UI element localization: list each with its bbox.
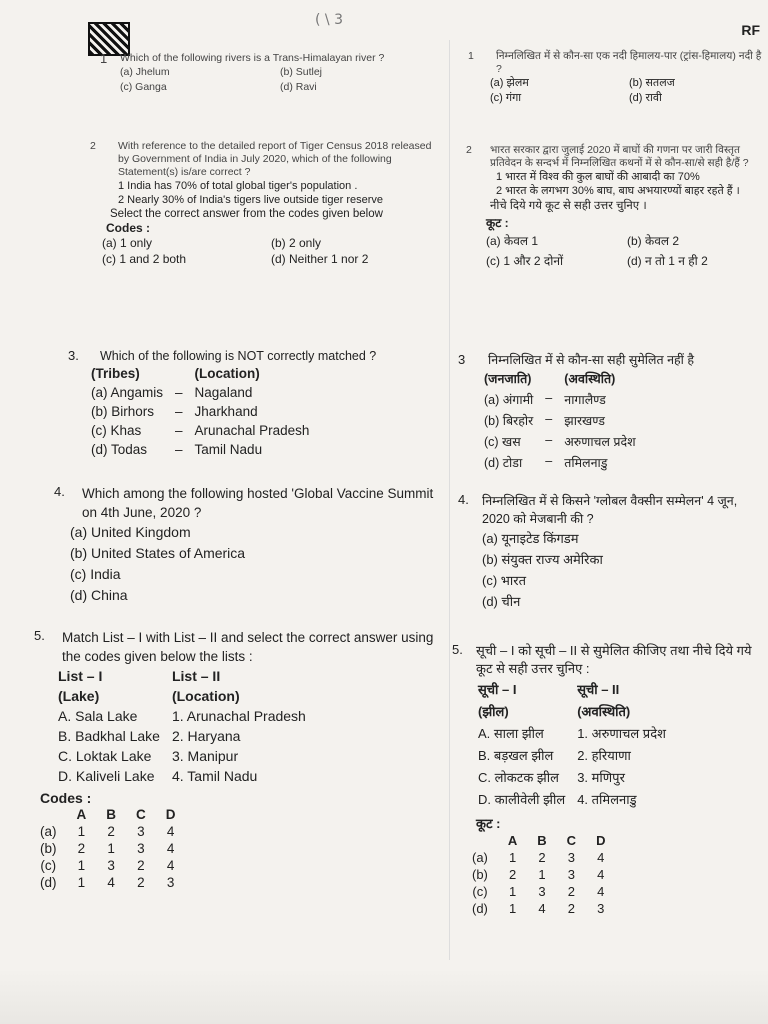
cell: B. बड़खल झील [478, 748, 554, 763]
cell: B. Badkhal Lake [58, 728, 160, 744]
cell: 4 [538, 901, 546, 916]
question-text: Which of the following is NOT correctly matched ? [100, 349, 377, 363]
table-row [478, 431, 642, 452]
question-text: Which of the following rivers is a Trans-Himalayan river ? [120, 52, 385, 64]
cell: 4 [166, 841, 175, 856]
cell: 2 [137, 875, 145, 890]
options [120, 65, 440, 95]
cell: 3. मणिपुर [577, 770, 625, 785]
question-5 [30, 628, 440, 891]
cell: Nagaland [194, 385, 253, 400]
table-row [478, 410, 642, 431]
cell: 2. हरियाणा [577, 748, 631, 763]
cell: C [136, 807, 146, 822]
cell: (d) [40, 875, 57, 890]
table-row [52, 746, 312, 766]
question-number: 1 [100, 51, 108, 66]
question-4-hi [458, 492, 768, 612]
table-row [30, 823, 186, 840]
option-d: (d) Neither 1 nor 2 [271, 252, 369, 266]
list-2-header: List – II [171, 668, 221, 684]
table-row [472, 766, 672, 788]
question-2-hi [458, 144, 768, 271]
list-2-header: सूची – II [577, 682, 620, 697]
table-row [85, 402, 315, 421]
cell: 4 [597, 867, 605, 882]
cell: 4. तमिलनाडु [577, 792, 637, 807]
cell: (a) अंगामी [484, 393, 534, 407]
question-text: निम्नलिखित में से किसने 'ग्लोबल वैक्सीन सम्मेलन' 4 जून, 2020 को मेजबानी की ? [482, 494, 738, 526]
cell: (c) [40, 858, 57, 873]
table-row [462, 900, 615, 917]
cell: – [545, 391, 553, 405]
qr-code [88, 22, 130, 56]
table-row [472, 788, 672, 810]
handwritten-mark: ( \ 3 [315, 12, 343, 28]
options [490, 76, 768, 106]
cell: 2 [567, 901, 575, 916]
cell: (d) Todas [91, 442, 148, 457]
option-c: (c) भारत [482, 573, 527, 588]
list-2-subheader: (अवस्थिति) [577, 704, 631, 719]
cell: 3 [137, 841, 145, 856]
codes-table [30, 806, 186, 891]
table-row [462, 849, 615, 866]
option-b: (b) Sutlej [280, 66, 323, 78]
cell: – [175, 442, 183, 457]
option-a: (a) झेलम [490, 77, 529, 89]
question-text: भारत सरकार द्वारा जुलाई 2020 में बाघों की गणना पर जारी विस्तृत प्रतिवेदन के सन्दर्भ में निम्नलिखित कथनों में से कौन-सा/से सही है/हैं ? [490, 144, 749, 169]
codes-label: Codes : [106, 221, 151, 235]
cell: 3 [137, 824, 145, 839]
question-text: Which among the following hosted 'Global Vaccine Summit on 4th June, 2020 ? [82, 486, 434, 520]
cell: Tamil Nadu [194, 442, 263, 457]
cell [30, 806, 67, 823]
table-row [30, 874, 186, 891]
table-row [52, 726, 312, 746]
table-row [85, 421, 315, 440]
option-c: (c) 1 and 2 both [102, 252, 187, 266]
option-d: (d) चीन [482, 594, 521, 609]
option-a: (a) यूनाइटेड किंगडम [482, 531, 579, 546]
cell: – [175, 423, 183, 438]
cell: (b) Birhors [91, 404, 155, 419]
statement-1: 1 India has 70% of total global tiger's population . [118, 180, 358, 192]
option-c: (c) India [70, 566, 121, 582]
statement-1: 1 भारत में विश्व की कुल बाघों की आबादी का 70% [496, 171, 700, 183]
cell: (b) बिरहोर [484, 414, 534, 428]
cell: 3 [567, 850, 575, 865]
cell: तमिलनाडु [564, 456, 608, 470]
cell: A [507, 833, 518, 848]
cell: 4 [166, 858, 175, 873]
table-row [85, 383, 315, 402]
cell [462, 832, 498, 849]
cell: 1 [508, 901, 517, 916]
option-a: (a) केवल 1 [486, 234, 539, 248]
option-c: (c) Ganga [120, 81, 167, 93]
question-number: 2 [90, 140, 96, 152]
cell: 1. अरुणाचल प्रदेश [577, 726, 666, 741]
list-1-header: List – I [58, 668, 103, 684]
cell: B [537, 833, 547, 848]
cell: 1 [77, 824, 86, 839]
instruction: Select the correct answer from the codes given below [110, 208, 383, 220]
cell: 2. Haryana [171, 728, 241, 744]
cell: 4 [107, 875, 115, 890]
option-b: (b) सतलज [629, 77, 675, 89]
cell: 3 [107, 858, 115, 873]
codes-label: कूट : [486, 216, 509, 230]
cell: नागालैण्ड [564, 393, 606, 407]
cell: 3 [538, 884, 546, 899]
cell: 1 [508, 884, 517, 899]
option-b: (b) United States of America [70, 545, 246, 561]
cell: 2 [538, 850, 546, 865]
question-number: 4. [54, 484, 65, 499]
match-table [52, 666, 312, 786]
cell: 4 [597, 850, 605, 865]
question-1 [30, 52, 440, 95]
cell: (c) खस [484, 435, 521, 449]
question-3 [30, 348, 440, 459]
cell: A. साला झील [478, 726, 544, 741]
statement-2: 2 Nearly 30% of India's tigers live outside tiger reserve [118, 194, 384, 206]
cell: D. कालीवेली झील [478, 792, 566, 807]
table-row [30, 857, 186, 874]
options [486, 231, 768, 271]
cell: D. Kaliveli Lake [58, 768, 155, 784]
codes-label: कूट : [476, 816, 501, 831]
cell: Arunachal Pradesh [194, 423, 310, 438]
question-text: सूची – I को सूची – II से सुमेलित कीजिए तथा नीचे दिये गये कूट से सही उत्तर चुनिए : [476, 643, 752, 676]
cell: 1 [107, 841, 115, 856]
list-1-header: सूची – I [478, 682, 517, 697]
option-b: (b) केवल 2 [627, 234, 680, 248]
cell: 3 [166, 875, 175, 890]
column-header-location: (अवस्थिति) [564, 372, 616, 386]
cell: (a) [472, 850, 488, 865]
page-edge-shadow [0, 968, 768, 1024]
cell: 2 [137, 858, 145, 873]
table-row [472, 744, 672, 766]
option-a: (a) 1 only [102, 236, 153, 250]
cell: B [106, 807, 116, 822]
cell: Jharkhand [194, 404, 258, 419]
instruction: नीचे दिये गये कूट से सही उत्तर चुनिए । [490, 200, 647, 212]
cell: (c) [472, 884, 488, 899]
option-d: (d) Ravi [280, 81, 317, 93]
cell: 1. Arunachal Pradesh [171, 708, 306, 724]
cell: C. Loktak Lake [58, 748, 152, 764]
match-table [478, 368, 642, 473]
question-1-hi [458, 50, 768, 106]
options [102, 235, 440, 267]
option-d: (d) रावी [629, 92, 662, 104]
question-text: With reference to the detailed report of Tiger Census 2018 released by Government of India in July 2020, which of the following Statement(s) is/are correct ? [118, 140, 432, 178]
option-b: (b) 2 only [271, 236, 322, 250]
question-number: 2 [466, 144, 472, 156]
question-number: 5. [452, 642, 463, 657]
cell: 3. Manipur [171, 748, 239, 764]
question-text: Match List – I with List – II and select the correct answer using the codes given below the lists : [62, 630, 434, 664]
cell: अरुणाचल प्रदेश [564, 435, 636, 449]
cell: – [545, 412, 553, 426]
cell: (a) Angamis [91, 385, 164, 400]
cell: 3 [597, 901, 605, 916]
cell: D [165, 807, 176, 822]
cell: 2 [107, 824, 115, 839]
cell: झारखण्ड [564, 414, 605, 428]
table-row [462, 866, 615, 883]
option-b: (b) संयुक्त राज्य अमेरिका [482, 552, 603, 567]
cell: A [76, 807, 87, 822]
cell: – [175, 404, 183, 419]
cell: D [596, 833, 606, 848]
cell: (c) Khas [91, 423, 142, 438]
column-header-tribes: (Tribes) [91, 366, 140, 381]
question-text: निम्नलिखित में से कौन-सा सही सुमेलित नहीं है [488, 353, 695, 367]
cell: 2 [567, 884, 575, 899]
statement-2: 2 भारत के लगभग 30% बाघ, बाघ अभयारण्यों बाहर रहते हैं । [496, 185, 740, 197]
question-number: 3. [68, 348, 79, 363]
cell: (a) [40, 824, 57, 839]
cell: – [545, 433, 553, 447]
cell: A. Sala Lake [58, 708, 138, 724]
table-row [52, 766, 312, 786]
option-c: (c) गंगा [490, 92, 522, 104]
cell: 4. Tamil Nadu [171, 768, 258, 784]
option-a: (a) United Kingdom [70, 524, 191, 540]
list-1-subheader: (झील) [478, 704, 509, 719]
question-3-hi [458, 352, 768, 473]
match-table [85, 364, 315, 459]
option-d: (d) न तो 1 न ही 2 [627, 254, 708, 268]
cell: C [566, 833, 577, 848]
question-4 [30, 484, 440, 606]
cell: 2 [77, 841, 86, 856]
cell: (d) [472, 901, 488, 916]
cell: 2 [508, 867, 517, 882]
list-2-subheader: (Location) [171, 688, 240, 704]
cell: 1 [77, 858, 86, 873]
cell: 4 [166, 824, 175, 839]
question-number: 3 [458, 352, 466, 367]
cell: 1 [508, 850, 517, 865]
question-number: 5. [34, 628, 45, 643]
table-row [478, 452, 642, 473]
cell: – [175, 385, 183, 400]
match-table [472, 678, 672, 810]
cell: (b) [40, 841, 57, 856]
cell: – [545, 454, 553, 468]
table-row [462, 883, 615, 900]
cell: 3 [567, 867, 575, 882]
question-5-hi [452, 642, 768, 917]
corner-code: RF [741, 22, 760, 38]
list-1-subheader: (Lake) [58, 688, 100, 704]
codes-label: Codes : [40, 790, 92, 806]
cell: (b) [472, 867, 488, 882]
cell: 1 [77, 875, 86, 890]
cell: (d) टोडा [484, 456, 523, 470]
table-row [478, 389, 642, 410]
question-number: 1 [468, 50, 474, 62]
table-row [30, 840, 186, 857]
cell: C. लोकटक झील [478, 770, 559, 785]
codes-table [462, 832, 615, 917]
question-number: 4. [458, 492, 469, 507]
table-row [85, 440, 315, 459]
table-row [472, 722, 672, 744]
cell: 4 [597, 884, 605, 899]
column-header-tribes: (जनजाति) [484, 372, 532, 386]
question-2 [30, 140, 440, 267]
option-a: (a) Jhelum [120, 66, 170, 78]
question-text: निम्नलिखित में से कौन-सा एक नदी हिमालय-पार (ट्रांस-हिमालय) नदी है ? [496, 50, 762, 75]
column-divider [449, 40, 450, 960]
cell: 1 [538, 867, 546, 882]
table-row [52, 706, 312, 726]
option-c: (c) 1 और 2 दोनों [486, 254, 564, 268]
column-header-location: (Location) [194, 366, 260, 381]
option-d: (d) China [70, 587, 128, 603]
